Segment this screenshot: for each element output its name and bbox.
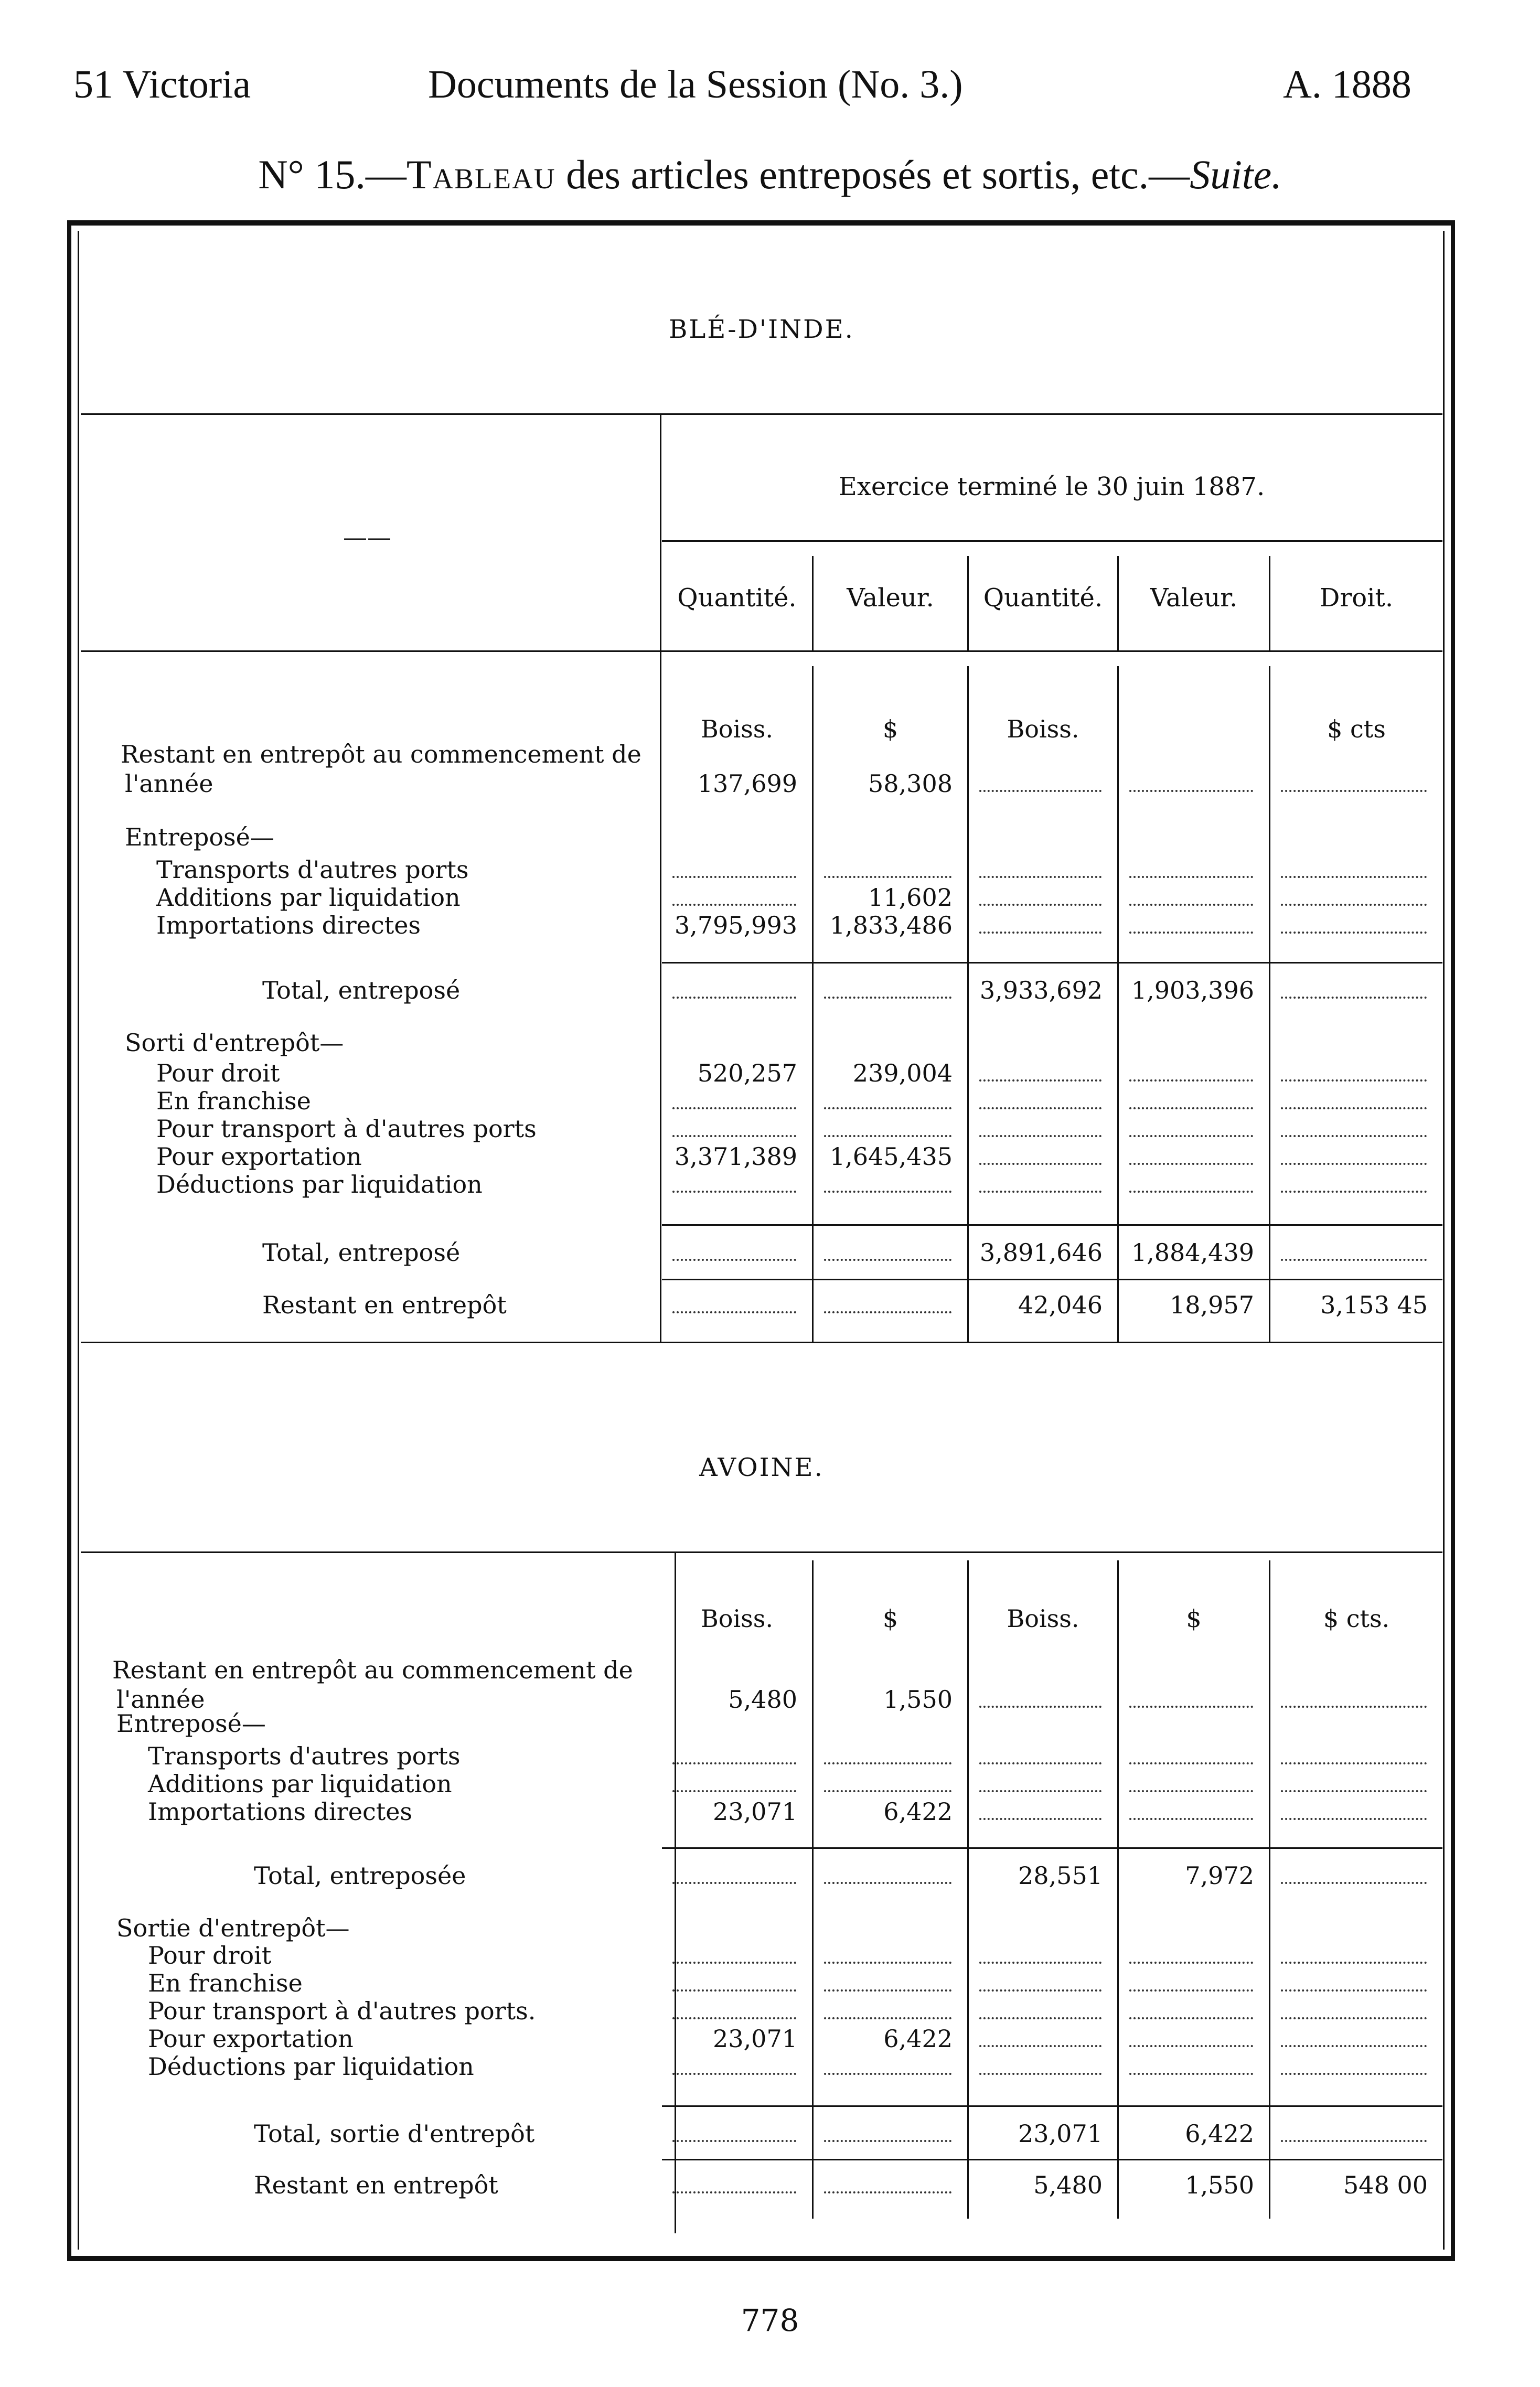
leader-dots [672,1191,796,1193]
row-label: Pour transport à d'autres ports [156,1115,537,1143]
leader-dots [1129,904,1253,906]
leader-dots [824,1790,951,1792]
entry-total-value: 7,972 [1185,1861,1254,1890]
exit-value: 239,004 [852,1059,953,1087]
leader-dots [1129,1762,1253,1764]
entry-total-value: 3,933,692 [979,976,1103,1004]
row-label: Déductions par liquidation [156,1170,483,1198]
leader-dots [1129,1163,1253,1165]
entry-value: 11,602 [868,883,953,912]
remaining-value: 3,153 45 [1320,1291,1428,1319]
leader-dots [672,1311,796,1313]
exit-value: 520,257 [697,1059,797,1087]
leader-dots [1129,2073,1253,2075]
leader-dots [1129,1962,1253,1964]
remaining-value: 548 00 [1343,2171,1428,2199]
column-rule-header [967,556,969,650]
period-heading: Exercice terminé le 30 juin 1887. [838,472,1265,501]
leader-dots [672,2017,796,2019]
leader-dots [1281,1818,1427,1820]
leader-dots [1281,932,1427,934]
leader-dots [824,2073,951,2075]
row-label: Restant en entrepôt au commencement de [121,740,641,768]
column-header: Droit. [1319,583,1394,613]
row-label: Pour exportation [148,2025,354,2053]
unit-label: $ cts. [1323,1604,1390,1633]
unit-label: $ [1186,1604,1202,1633]
page-number: 778 [741,2303,799,2338]
leader-dots [979,876,1101,878]
leader-dots [1129,1191,1253,1193]
exit-total-value: 3,891,646 [979,1238,1103,1267]
leader-dots [979,904,1101,906]
entry-value: 3,795,993 [674,911,797,939]
column-rule [812,666,814,1343]
row-label: Déductions par liquidation [148,2052,474,2081]
leader-dots [824,1107,951,1109]
label-column-dash: —— [343,523,391,551]
leader-dots [979,1079,1101,1082]
row-label: Importations directes [148,1797,413,1826]
rule-under-section2-title [81,1551,1442,1553]
rule-remaining [662,1279,1442,1280]
exit-total-value: 1,884,439 [1131,1238,1254,1267]
leader-dots [672,997,796,999]
leader-dots [672,1135,796,1137]
leader-dots [979,1191,1101,1193]
column-rule [812,1560,814,2219]
row-label-total: Restant en entrepôt [254,2171,498,2199]
header-left: 51 Victoria [73,62,251,106]
leader-dots [672,2073,796,2075]
rule-subtotal [662,962,1442,964]
row-label: Pour droit [156,1059,280,1087]
leader-dots [1281,1135,1427,1137]
leader-dots [824,1962,951,1964]
unit-label: Boiss. [1007,1604,1079,1633]
row-label: Pour exportation [156,1142,362,1171]
leader-dots [1281,997,1427,999]
remaining-value: 18,957 [1170,1291,1254,1319]
leader-dots [824,1259,951,1261]
leader-dots [979,2045,1101,2047]
leader-dots [979,790,1101,792]
leader-dots [672,904,796,906]
group-heading: Entreposé— [116,1709,266,1738]
entry-value: 23,071 [713,1797,797,1826]
unit-label: $ [882,715,899,743]
leader-dots [824,876,951,878]
leader-dots [979,2017,1101,2019]
leader-dots [1129,1989,1253,1992]
column-rule [1269,1560,1270,2219]
column-rule-header [812,556,814,650]
leader-dots [979,1762,1101,1764]
leader-dots [672,876,796,878]
leader-dots [1129,932,1253,934]
entry-total-value: 28,551 [1018,1861,1103,1890]
opening-value: 137,699 [697,769,797,798]
leader-dots [824,1311,951,1313]
entry-total-value: 1,903,396 [1131,976,1254,1004]
leader-dots [824,1135,951,1137]
exit-total-value: 6,422 [1185,2120,1254,2148]
column-rule-header [1269,556,1270,650]
row-label-total: Total, entreposé [262,1238,461,1267]
leader-dots [1129,1818,1253,1820]
leader-dots [1281,1163,1427,1165]
unit-label: Boiss. [700,715,774,743]
entry-value: 1,833,486 [829,911,953,939]
leader-dots [979,1790,1101,1792]
leader-dots [1281,1259,1427,1261]
leader-dots [979,1962,1101,1964]
leader-dots [824,1762,951,1764]
leader-dots [672,1259,796,1261]
header-center: Documents de la Session (No. 3.) [428,62,963,106]
exit-value: 3,371,389 [674,1142,797,1171]
leader-dots [1281,1962,1427,1964]
header-right: A. 1888 [1283,62,1411,106]
exit-total-value: 23,071 [1018,2120,1103,2148]
leader-dots [1281,1079,1427,1082]
row-label-total: Restant en entrepôt [262,1291,507,1319]
leader-dots [1129,2017,1253,2019]
leader-dots [979,1989,1101,1992]
rule-remaining [662,2159,1442,2160]
column-header: Quantité. [677,583,797,613]
row-label-total: Total, entreposé [262,976,461,1004]
leader-dots [1281,790,1427,792]
opening-value: 1,550 [883,1685,953,1714]
page-title [0,151,1540,198]
leader-dots [672,1962,796,1964]
leader-dots [1129,1135,1253,1137]
rule-end-section-1 [81,1342,1442,1343]
leader-dots [979,932,1101,934]
column-header: Valeur. [1150,583,1238,613]
group-heading: Entreposé— [125,823,274,851]
row-label: l'année [116,1685,205,1714]
section-title: BLÉ-D'INDE. [669,315,854,344]
row-label: Pour droit [148,1941,272,1969]
unit-label: Boiss. [1007,715,1079,743]
exit-value: 1,645,435 [829,1142,953,1171]
unit-label: $ cts [1327,715,1386,743]
leader-dots [672,1882,796,1884]
leader-dots [979,2073,1101,2075]
leader-dots [1281,876,1427,878]
rule-subtotal [662,1224,1442,1226]
leader-dots [1281,1989,1427,1992]
leader-dots [824,2140,951,2142]
leader-dots [1281,2073,1427,2075]
section-title: AVOINE. [699,1453,824,1482]
leader-dots [1129,790,1253,792]
leader-dots [824,2191,951,2193]
rule-label-column [660,413,661,1342]
leader-dots [979,1163,1101,1165]
leader-dots [1281,1191,1427,1193]
leader-dots [824,2017,951,2019]
leader-dots [824,1191,951,1193]
entry-value: 6,422 [883,1797,953,1826]
leader-dots [1129,1706,1253,1708]
title-prefix: N° 15.— [258,152,407,197]
rule-label-column-2 [675,1551,676,2233]
group-heading: Sortie d'entrepôt— [116,1914,350,1942]
leader-dots [1281,2140,1427,2142]
leader-dots [672,1790,796,1792]
rule-subtotal [662,2105,1442,2107]
group-heading: Sorti d'entrepôt— [125,1029,344,1057]
row-label: Pour transport à d'autres ports. [148,1997,536,2025]
rule-subtotal [662,1847,1442,1849]
leader-dots [1129,1107,1253,1109]
rule-under-section1-title [81,413,1442,415]
opening-value: 5,480 [728,1685,797,1714]
leader-dots [1129,876,1253,878]
row-label: Transports d'autres ports [156,855,469,884]
rule-under-period [662,540,1442,542]
leader-dots [672,1989,796,1992]
column-header: Valeur. [847,583,934,613]
leader-dots [1281,2017,1427,2019]
leader-dots [979,1135,1101,1137]
leader-dots [1281,1706,1427,1708]
leader-dots [672,1762,796,1764]
remaining-value: 5,480 [1033,2171,1103,2199]
row-label: En franchise [156,1087,311,1115]
leader-dots [979,1107,1101,1109]
leader-dots [672,1107,796,1109]
opening-value: 58,308 [868,769,953,798]
leader-dots [1281,1882,1427,1884]
leader-dots [1281,1790,1427,1792]
leader-dots [1281,1762,1427,1764]
column-rule [1269,666,1270,1343]
row-label: Additions par liquidation [148,1770,452,1798]
remaining-value: 1,550 [1185,2171,1254,2199]
leader-dots [1129,2045,1253,2047]
row-label: Restant en entrepôt au commencement de [112,1656,633,1684]
leader-dots [672,2191,796,2193]
leader-dots [1281,2045,1427,2047]
leader-dots [1281,904,1427,906]
row-label: En franchise [148,1969,303,1997]
leader-dots [824,997,951,999]
unit-label: $ [882,1604,899,1633]
row-label: Additions par liquidation [156,883,461,912]
leader-dots [979,1818,1101,1820]
leader-dots [824,1882,951,1884]
row-label-total: Total, entreposée [254,1861,466,1890]
row-label: l'année [125,769,213,798]
row-label-total: Total, sortie d'entrepôt [254,2120,535,2148]
column-rule-header [1117,556,1119,650]
unit-label: Boiss. [700,1604,774,1633]
row-label: Importations directes [156,911,421,939]
row-label: Transports d'autres ports [148,1742,461,1770]
rule-under-column-headers [81,650,1442,652]
leader-dots [1129,1790,1253,1792]
title-smallcaps: Tableau [406,152,556,197]
remaining-value: 42,046 [1018,1291,1103,1319]
column-header: Quantité. [983,583,1103,613]
leader-dots [824,1989,951,1992]
exit-value: 23,071 [713,2025,797,2053]
title-italic: Suite. [1190,152,1282,197]
leader-dots [1281,1107,1427,1109]
leader-dots [672,2140,796,2142]
exit-value: 6,422 [883,2025,953,2053]
leader-dots [1129,1079,1253,1082]
title-middle: des articles entreposés et sortis, etc.— [555,152,1190,197]
leader-dots [979,1706,1101,1708]
